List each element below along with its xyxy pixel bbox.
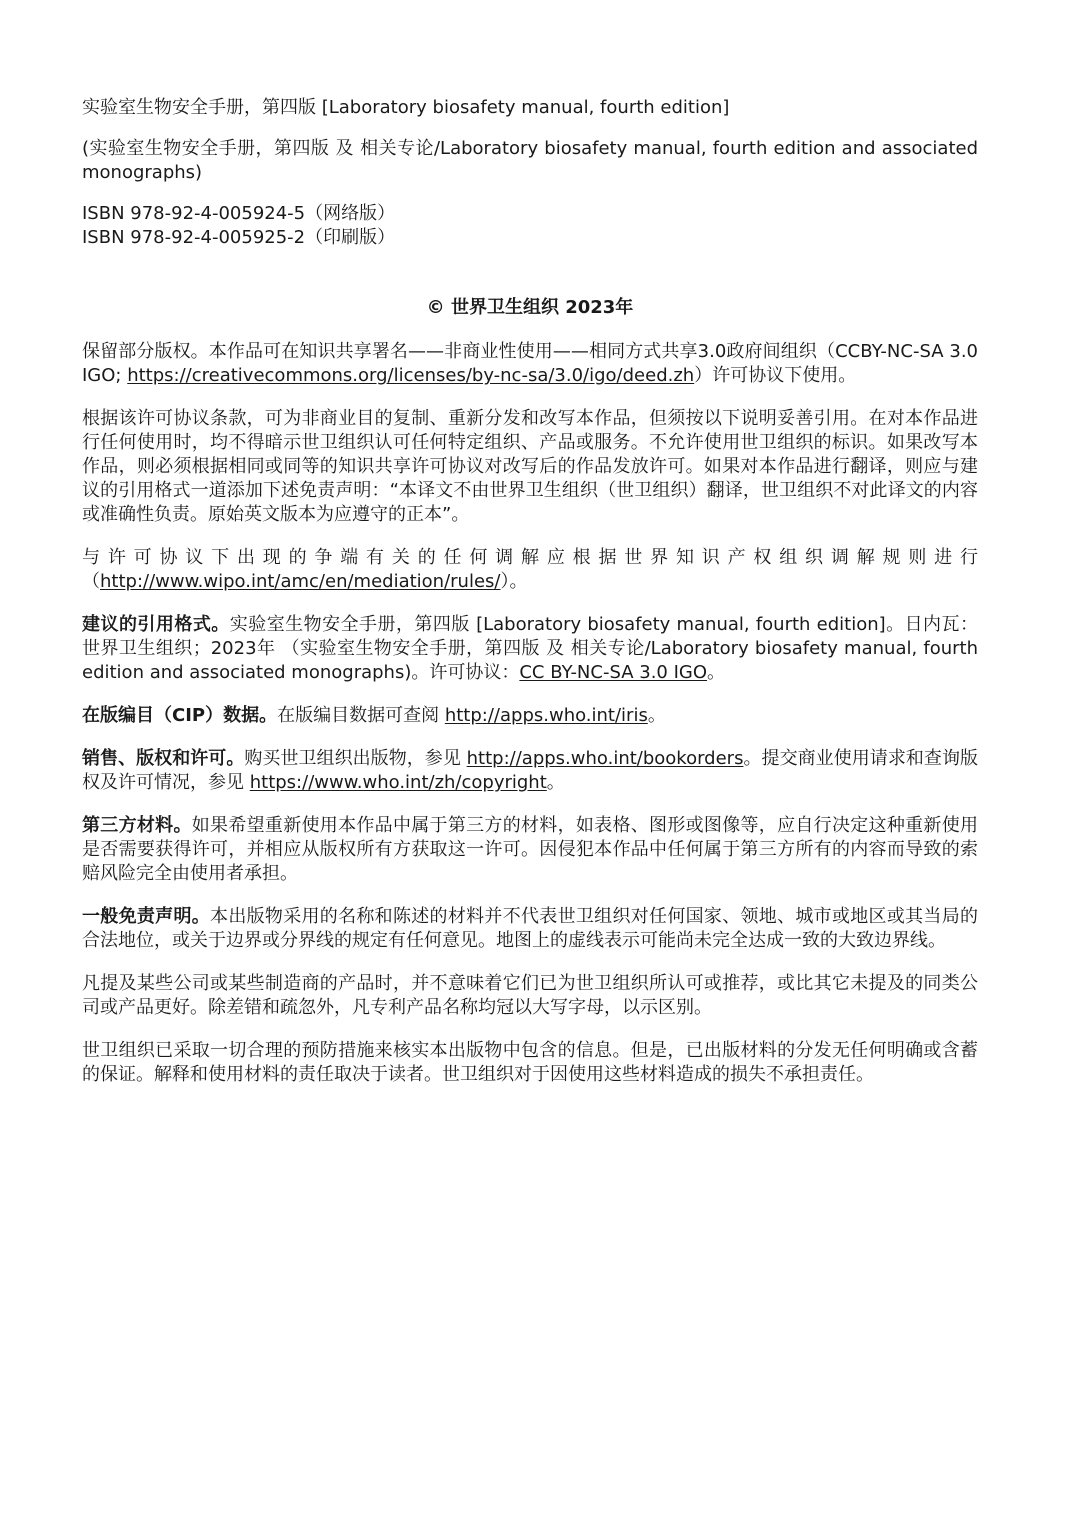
isbn-online: ISBN 978-92-4-005924-5（网络版） — [82, 203, 396, 224]
citation-text-after: 。 — [707, 662, 726, 683]
precautions-paragraph: 世卫组织已采取一切合理的预防措施来核实本出版物中包含的信息。但是，已出版材料的分发无任何明确或含蓄的保证。解释和使用材料的责任取决于读者。世卫组织对于因使用这些材料造成的损失不承担责任。 — [82, 1040, 978, 1085]
third-party-paragraph — [82, 814, 978, 886]
copyright-notice: © 世界卫生组织 2023年 — [426, 297, 634, 318]
creative-commons-link[interactable]: https://creativecommons.org/licenses/by-nc-sa/3.0/igo/deed.zh — [127, 365, 695, 386]
cip-text-before: 在版编目数据可查阅 — [277, 705, 445, 726]
citation-paragraph — [82, 613, 978, 685]
sales-paragraph — [82, 747, 978, 795]
rights-text-before: 保留部分版权。本作品可在知识共享署名——非商业性使用——相同方式共享3.0政府间组织（CCBY-NC-SA 3.0 IGO; — [82, 341, 978, 386]
license-terms-paragraph: 根据该许可协议条款，可为非商业目的复制、重新分发和改写本作品，但须按以下说明妥善引用。在对本作品进行任何使用时，均不得暗示世卫组织认可任何特定组织、产品或服务。不允许使用世卫组织的标识。如果改写本作品，则必须根据相同或同等的知识共享许可协议对改写后的作品发放许可。如果对本作品进行翻译，则应与建议的引用格式一道添加下述免责声明：“本译文不由世界卫生组织（世卫组织）翻译，世卫组织不对此译文的内容或准确性负责。原始英文版本为应遵守的正本”。 — [82, 408, 978, 525]
copyright-link[interactable]: https://www.who.int/zh/copyright — [249, 772, 547, 793]
disclaimer-lead: 一般免责声明。 — [82, 906, 211, 927]
sales-text-after: 。 — [546, 772, 565, 793]
bookorders-link[interactable]: http://apps.who.int/bookorders — [466, 748, 744, 769]
cip-paragraph — [82, 704, 978, 728]
iris-link[interactable]: http://apps.who.int/iris — [444, 705, 648, 726]
third-party-lead: 第三方材料。 — [82, 815, 192, 836]
publication-title: 实验室生物安全手册，第四版 [Laboratory biosafety manual, fourth edition] — [82, 97, 730, 118]
mediation-text-before: 与许可协议下出现的争端有关的任何调解应根据世界知识产权组织调解规则进行 （ — [82, 547, 978, 592]
wipo-mediation-link[interactable]: http://www.wipo.int/amc/en/mediation/rules/ — [100, 571, 501, 592]
copyright-page — [82, 96, 978, 1106]
cc-license-link[interactable]: CC BY-NC-SA 3.0 IGO — [519, 662, 708, 683]
series-title: (实验室生物安全手册，第四版 及 相关专论/Laboratory biosafety manual, fourth edition and associated monographs) — [82, 138, 978, 183]
isbn-print: ISBN 978-92-4-005925-2（印刷版） — [82, 227, 396, 248]
cip-text-after: 。 — [647, 705, 666, 726]
disclaimer-paragraph — [82, 905, 978, 953]
mediation-paragraph — [82, 546, 978, 594]
disclaimer-text: 本出版物采用的名称和陈述的材料并不代表世卫组织对任何国家、领地、城市或地区或其当局的合法地位，或关于边界或分界线的规定有任何意见。地图上的虚线表示可能尚未完全达成一致的大致边界线。 — [82, 906, 979, 951]
sales-text-middle: 。提交商业使用请求和查询版权及许可情况，参见 — [82, 748, 978, 793]
sales-lead: 销售、版权和许可。 — [82, 748, 245, 769]
citation-lead: 建议的引用格式。 — [82, 614, 230, 635]
rights-reserved-paragraph — [82, 340, 978, 388]
sales-text-before: 购买世卫组织出版物，参见 — [244, 748, 467, 769]
third-party-text: 如果希望重新使用本作品中属于第三方的材料，如表格、图形或图像等，应自行决定这种重新使用是否需要获得许可，并相应从版权所有方获取这一许可。因侵犯本作品中任何属于第三方所有的内容而导致的索赔风险完全由使用者承担。 — [82, 815, 978, 884]
cip-lead: 在版编目（CIP）数据。 — [82, 705, 278, 726]
products-paragraph: 凡提及某些公司或某些制造商的产品时，并不意味着它们已为世卫组织所认可或推荐，或比其它未提及的同类公司或产品更好。除差错和疏忽外，凡专利产品名称均冠以大写字母，以示区别。 — [82, 973, 978, 1018]
mediation-text-after: ）。 — [500, 571, 528, 592]
citation-text-before: 实验室生物安全手册，第四版 [Laboratory biosafety manual, fourth edition]。日内瓦：世界卫生组织；2023年 （实验室生物安全手册，第四版 及 相关专论/Laboratory biosafety manual, fourth edition and associated monographs)。许可协议： — [82, 614, 978, 683]
rights-text-after: ）许可协议下使用。 — [694, 365, 857, 386]
